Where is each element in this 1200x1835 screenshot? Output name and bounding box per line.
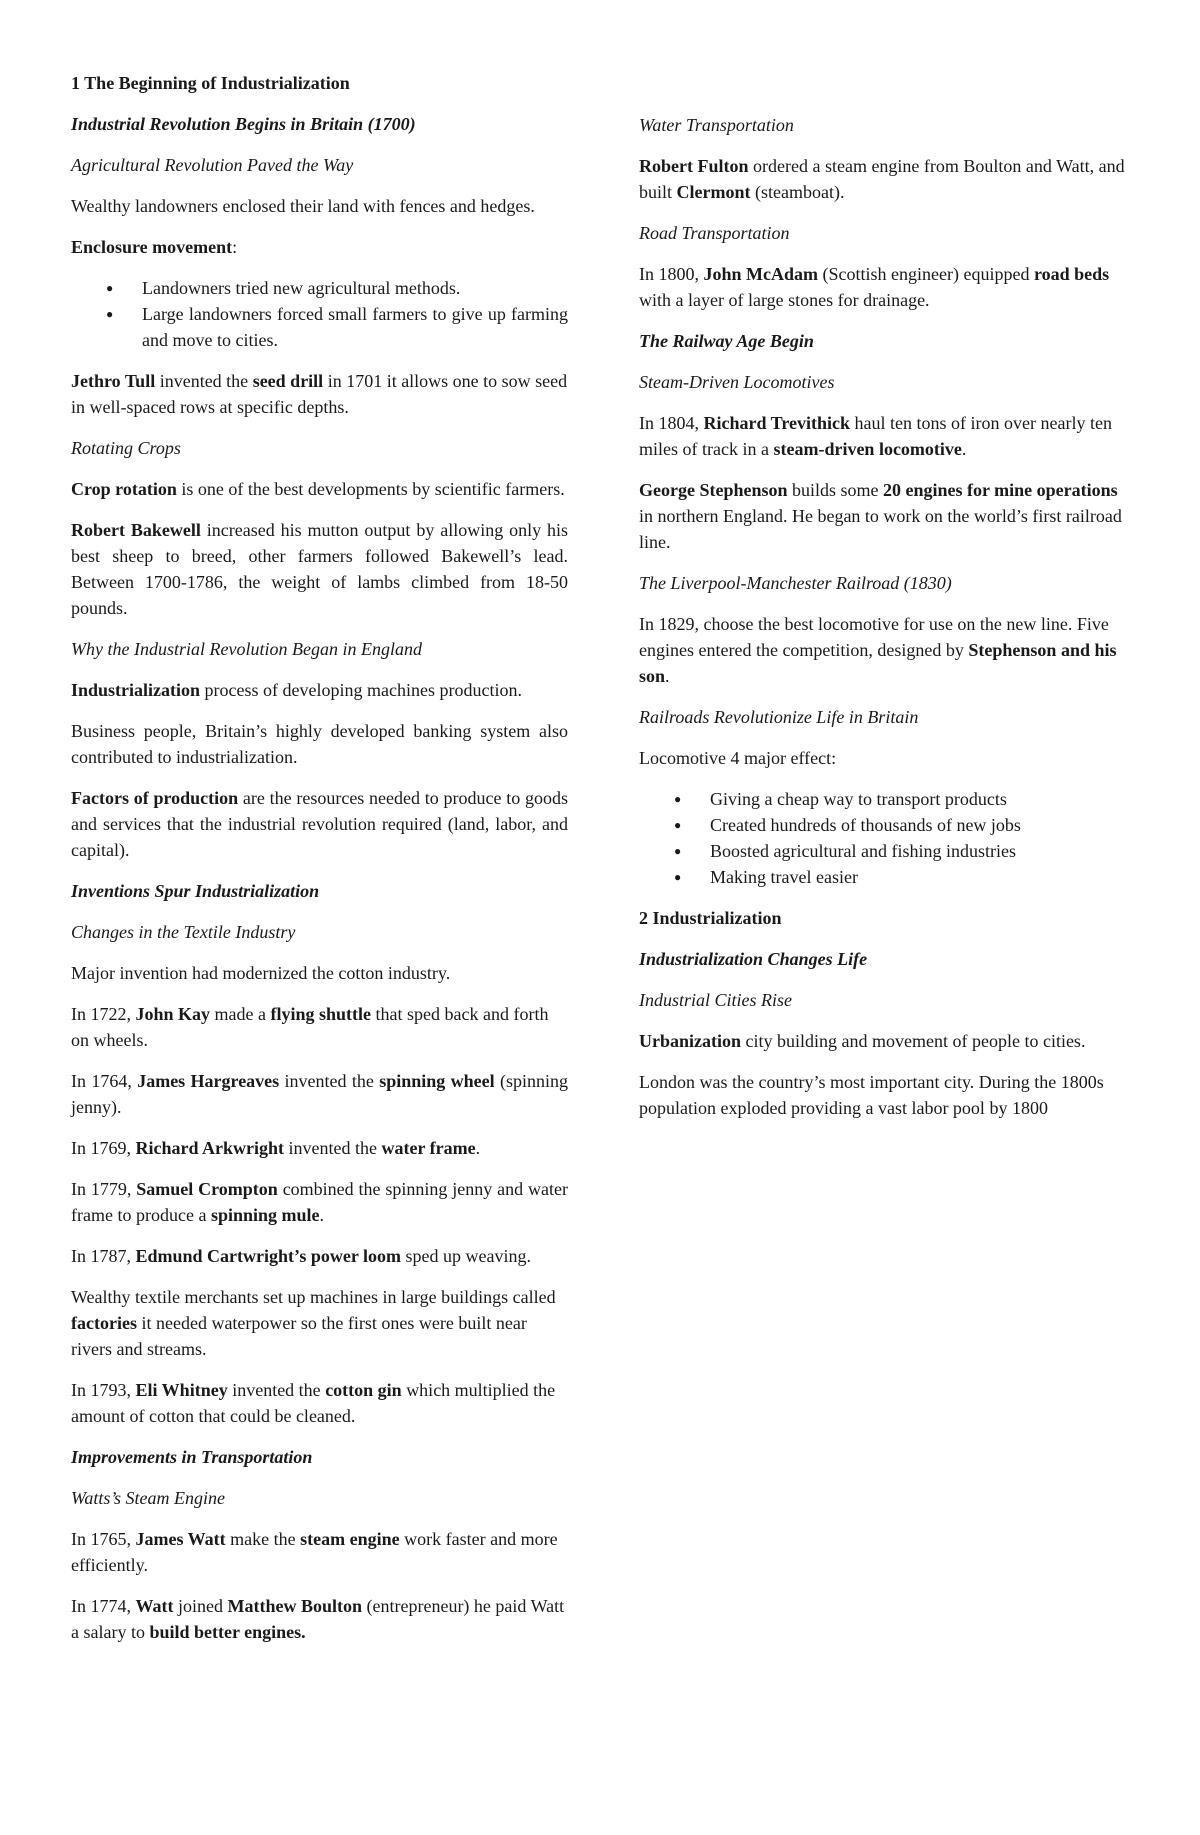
text-run: Landowners tried new agricultural methods.	[142, 278, 461, 298]
paragraph	[71, 1068, 568, 1120]
topic-heading	[71, 435, 568, 461]
paragraph	[71, 1377, 568, 1429]
text-run: In 1722,	[71, 1004, 136, 1024]
topic-heading	[71, 1485, 568, 1511]
text-run: In 1779,	[71, 1179, 137, 1199]
paragraph	[639, 477, 1129, 555]
bold-term: factories	[71, 1313, 137, 1333]
text-run: Steam-Driven Locomotives	[639, 372, 835, 392]
topic-heading	[639, 369, 1129, 395]
text-run: it needed waterpower so the first ones were built near rivers and streams.	[71, 1313, 527, 1359]
subsection-heading	[639, 328, 1129, 354]
paragraph	[71, 517, 568, 621]
text-run: invented the	[279, 1071, 380, 1091]
paragraph	[71, 1593, 568, 1645]
text-run: .	[319, 1205, 324, 1225]
text-run: Inventions Spur Industrialization	[71, 881, 320, 901]
text-run: Watts’s Steam Engine	[71, 1488, 226, 1508]
bold-term: George Stephenson	[639, 480, 788, 500]
bold-term: steam engine	[300, 1529, 400, 1549]
text-run: sped up weaving.	[401, 1246, 531, 1266]
paragraph	[71, 1526, 568, 1578]
text-run: .	[475, 1138, 481, 1158]
bold-term: spinning mule	[210, 1205, 320, 1225]
bold-term: flying shuttle	[270, 1004, 372, 1024]
text-run: :	[232, 237, 238, 257]
topic-heading	[639, 704, 1129, 730]
bold-term: Robert Bakewell	[71, 520, 201, 540]
text-run: In 1793,	[71, 1380, 136, 1400]
text-run: Why the Industrial Revolution Began in England	[71, 639, 422, 659]
text-run: builds some	[787, 480, 884, 500]
bold-term: Enclosure movement	[71, 237, 233, 257]
paragraph	[71, 1001, 568, 1053]
text-run: made a	[210, 1004, 271, 1024]
bold-term: cotton gin	[325, 1380, 402, 1400]
bold-term: James Hargreaves	[137, 1071, 280, 1091]
paragraph	[639, 153, 1129, 205]
text-run: Road Transportation	[639, 223, 790, 243]
topic-heading	[71, 919, 568, 945]
bold-term: steam-driven locomotive	[773, 439, 962, 459]
bold-term: road beds	[1033, 264, 1110, 284]
text-run: in northern England. He began to work on the world’s first railroad line.	[639, 506, 1122, 552]
text-run: Railroads Revolutionize Life in Britain	[639, 707, 919, 727]
text-run: Changes in the Textile Industry	[71, 922, 296, 942]
list-item	[710, 812, 1129, 838]
bold-term: Crop rotation	[71, 479, 177, 499]
bold-term: Samuel Crompton	[136, 1179, 278, 1199]
text-run: In 1800,	[639, 264, 704, 284]
text-run: In 1829, choose the best locomotive for use on the new line. Five engines entered the competition, designed by	[639, 614, 1109, 660]
text-run: The Railway Age Begin	[639, 331, 814, 351]
paragraph	[71, 1135, 568, 1161]
left-column	[71, 70, 568, 1660]
paragraph	[71, 1176, 568, 1228]
text-run: Industrialization Changes Life	[639, 949, 868, 969]
bold-term: Richard Arkwright	[135, 1138, 284, 1158]
paragraph	[639, 410, 1129, 462]
text-run: Large landowners forced small farmers to give up farming and move to cities.	[142, 304, 568, 350]
text-run: Created hundreds of thousands of new jobs	[710, 815, 1021, 835]
bold-term: spinning wheel	[379, 1071, 495, 1091]
text-run: In 1774,	[71, 1596, 136, 1616]
text-run: In 1787,	[71, 1246, 136, 1266]
text-run: 2 Industrialization	[639, 908, 782, 928]
text-run: increased his mutton output by allowing only his best sheep to breed, other farmers followed Bakewell’s lead. Between 1700-1786, the weight of lambs climbed from 18-50 pounds.	[71, 520, 568, 618]
text-run: invented the	[155, 371, 253, 391]
text-run: process of developing machines production.	[200, 680, 522, 700]
text-run: Water Transportation	[639, 115, 794, 135]
topic-heading	[639, 220, 1129, 246]
text-run: In 1764,	[71, 1071, 138, 1091]
bold-term: Clermont	[676, 182, 751, 202]
bold-term: Industrialization	[71, 680, 201, 700]
bold-term: Eli Whitney	[135, 1380, 228, 1400]
paragraph	[71, 718, 568, 770]
text-run: ordered a steam engine from Boulton and Watt, and built	[639, 156, 1125, 202]
bold-term: Matthew Boulton	[227, 1596, 362, 1616]
text-run: Industrial Cities Rise	[639, 990, 792, 1010]
right-column	[639, 112, 1129, 1136]
paragraph	[71, 368, 568, 420]
paragraph	[639, 611, 1129, 689]
text-run: .	[665, 666, 670, 686]
text-run: invented the	[284, 1138, 382, 1158]
topic-heading	[639, 570, 1129, 596]
bold-term: John Kay	[135, 1004, 211, 1024]
list-item	[142, 275, 568, 301]
section-title	[71, 70, 568, 96]
paragraph	[639, 1028, 1129, 1054]
paragraph	[639, 261, 1129, 313]
subsection-heading	[71, 111, 568, 137]
text-run: is one of the best developments by scientific farmers.	[176, 479, 565, 499]
text-run: invented the	[227, 1380, 326, 1400]
text-run: in 1701 it allows one to sow seed in well-spaced rows at specific depths.	[71, 371, 568, 417]
text-run: The Liverpool-Manchester Railroad (1830)	[639, 573, 952, 593]
paragraph	[639, 1069, 1129, 1121]
text-run: (steamboat).	[750, 182, 845, 202]
bold-term: James Watt	[135, 1529, 226, 1549]
bullet-list	[639, 786, 1129, 890]
bold-term: John McAdam	[703, 264, 819, 284]
topic-heading	[71, 152, 568, 178]
text-run: joined	[173, 1596, 228, 1616]
list-item	[710, 864, 1129, 890]
bold-term: seed drill	[252, 371, 324, 391]
text-run: with a layer of large stones for drainage.	[639, 290, 930, 310]
paragraph	[639, 745, 1129, 771]
text-run: which multiplied the amount of cotton that could be cleaned.	[71, 1380, 556, 1426]
text-run: haul ten tons of iron over nearly ten miles of track in a	[639, 413, 1112, 459]
bold-term: Jethro Tull	[71, 371, 156, 391]
text-run: are the resources needed to produce to goods and services that the industrial revolution required (land, labor, and capital).	[71, 788, 568, 860]
bold-term: 20 engines for mine operations	[883, 480, 1118, 500]
bold-term: water frame	[381, 1138, 476, 1158]
bold-term: Stephenson and his son	[639, 640, 1117, 686]
text-run: Agricultural Revolution Paved the Way	[71, 155, 354, 175]
paragraph	[71, 785, 568, 863]
paragraph	[71, 1243, 568, 1269]
bullet-list	[71, 275, 568, 353]
text-run: In 1765,	[71, 1529, 136, 1549]
text-run: (Scottish engineer) equipped	[818, 264, 1034, 284]
text-run: London was the country’s most important city. During the 1800s population exploded providing a vast labor pool by 1800	[639, 1072, 1104, 1118]
text-run: city building and movement of people to cities.	[741, 1031, 1086, 1051]
text-run: .	[961, 439, 967, 459]
text-run: Locomotive 4 major effect:	[639, 748, 837, 768]
paragraph	[71, 677, 568, 703]
text-run: work faster and more efficiently.	[71, 1529, 558, 1575]
text-run: In 1769,	[71, 1138, 136, 1158]
paragraph	[71, 1284, 568, 1362]
list-item	[710, 786, 1129, 812]
text-run: Major invention had modernized the cotton industry.	[71, 963, 451, 983]
list-item	[142, 301, 568, 353]
bold-term: Robert Fulton	[639, 156, 749, 176]
text-run: (spinning jenny).	[71, 1071, 568, 1117]
bold-term: Factors of production	[71, 788, 239, 808]
subsection-heading	[639, 946, 1129, 972]
text-run: Wealthy textile merchants set up machines in large buildings called	[71, 1287, 556, 1307]
paragraph	[71, 476, 568, 502]
topic-heading	[639, 987, 1129, 1013]
paragraph	[71, 234, 568, 260]
paragraph	[71, 960, 568, 986]
subsection-heading	[71, 878, 568, 904]
text-run: Making travel easier	[710, 867, 858, 887]
text-run: Business people, Britain’s highly developed banking system also contributed to industrialization.	[71, 721, 568, 767]
text-run: Boosted agricultural and fishing industries	[710, 841, 1016, 861]
text-run: Rotating Crops	[71, 438, 181, 458]
text-run: combined the spinning jenny and water frame to produce a	[71, 1179, 568, 1225]
text-run: In 1804,	[639, 413, 704, 433]
text-run: Industrial Revolution Begins in Britain (1700)	[71, 114, 416, 134]
text-run: that sped back and forth on wheels.	[71, 1004, 549, 1050]
bold-term: Richard Trevithick	[703, 413, 851, 433]
topic-heading	[71, 636, 568, 662]
subsection-heading	[71, 1444, 568, 1470]
text-run: 1 The Beginning of Industrialization	[71, 73, 350, 93]
text-run: make the	[225, 1529, 301, 1549]
section-title	[639, 905, 1129, 931]
bold-term: Urbanization	[639, 1031, 742, 1051]
bold-term: build better engines.	[149, 1622, 306, 1642]
list-item	[710, 838, 1129, 864]
topic-heading	[639, 112, 1129, 138]
text-run: Giving a cheap way to transport products	[710, 789, 1007, 809]
text-run: (entrepreneur) he paid Watt a salary to	[71, 1596, 565, 1642]
text-run: Wealthy landowners enclosed their land with fences and hedges.	[71, 196, 535, 216]
bold-term: Watt	[135, 1596, 174, 1616]
paragraph	[71, 193, 568, 219]
bold-term: Edmund Cartwright’s power loom	[135, 1246, 402, 1266]
text-run: Improvements in Transportation	[71, 1447, 313, 1467]
